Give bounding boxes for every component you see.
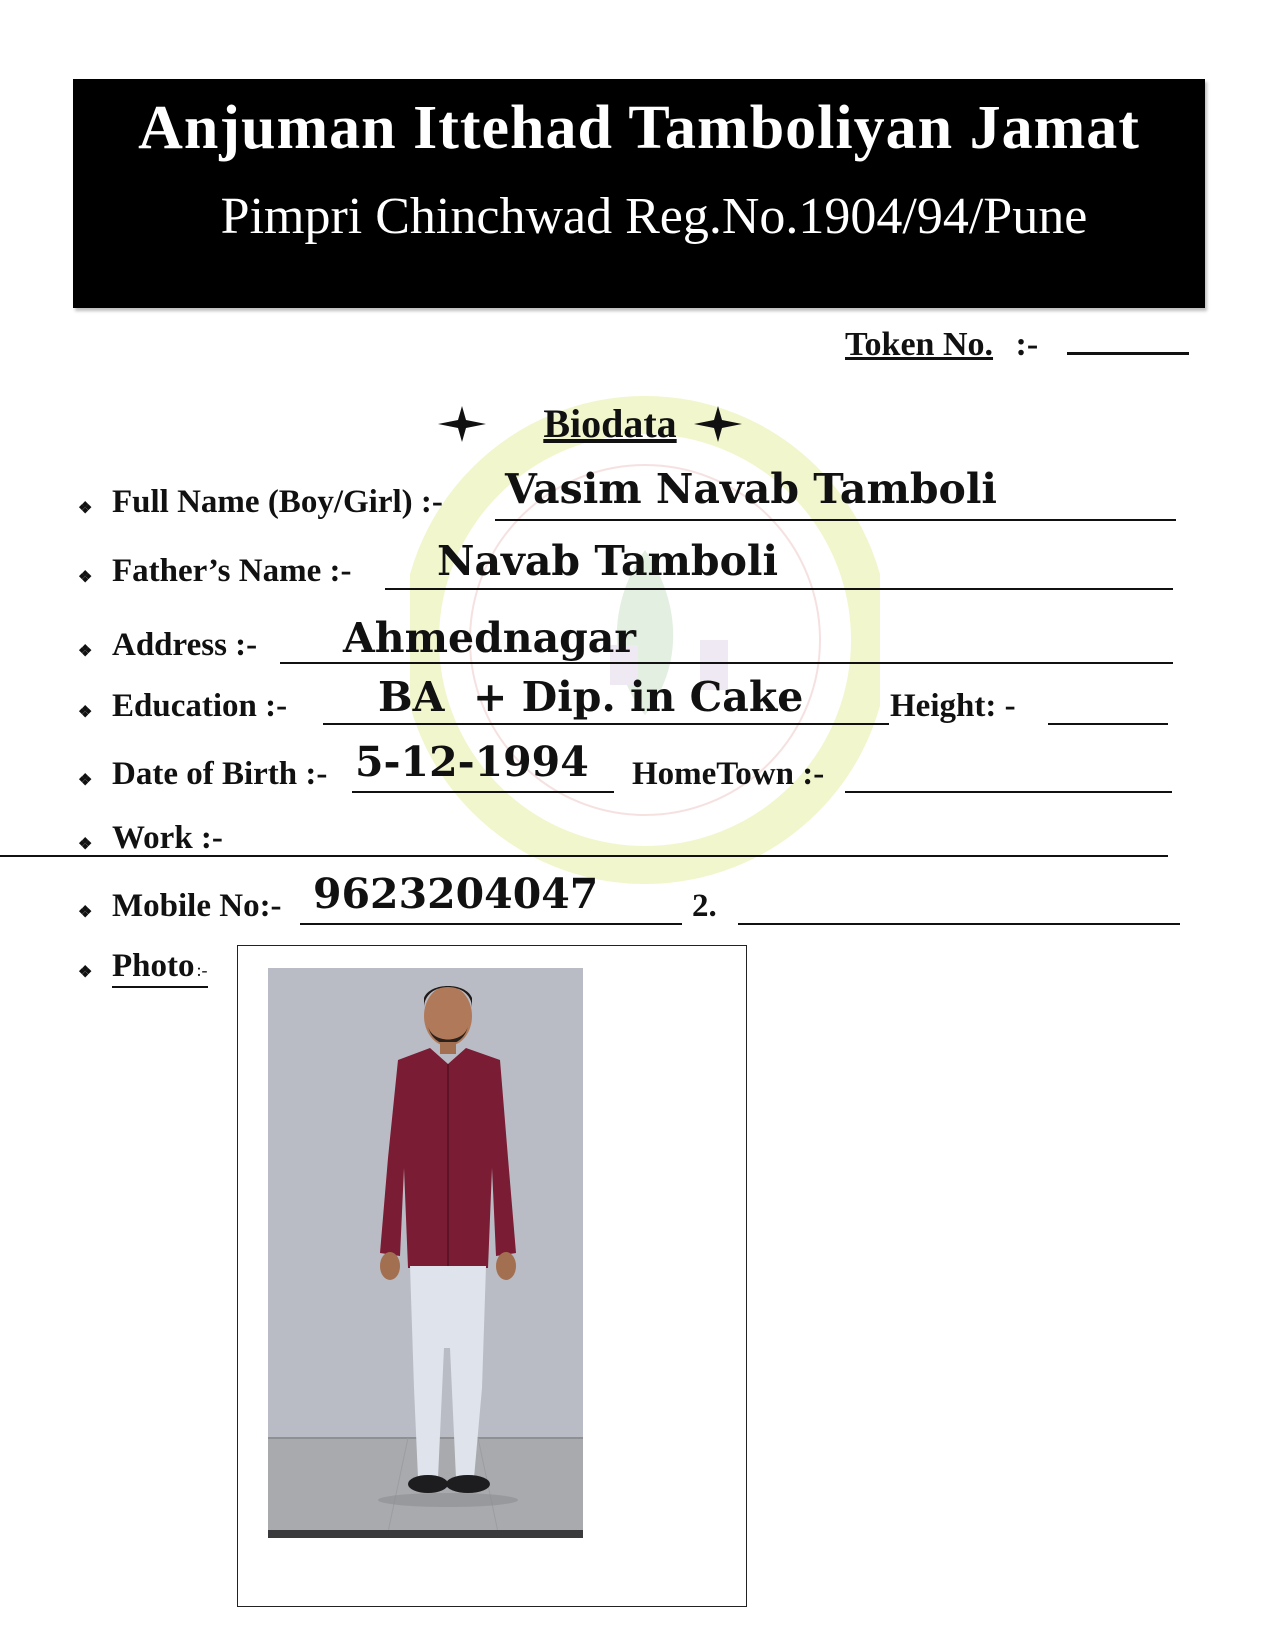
token-separator: :- bbox=[1015, 326, 1039, 363]
education-value: BA + Dip. in Cake bbox=[378, 673, 804, 721]
bullet-icon: ❖ bbox=[78, 704, 93, 721]
token-field bbox=[845, 326, 1189, 364]
photo-label-text: Photo bbox=[112, 948, 195, 984]
mobile2-label: 2. bbox=[692, 888, 717, 924]
header-banner bbox=[73, 79, 1205, 308]
education-line bbox=[323, 723, 889, 725]
dob-line bbox=[352, 791, 614, 793]
star-right-icon bbox=[692, 404, 744, 444]
hometown-label: HomeTown :- bbox=[632, 756, 825, 792]
father-name-label: Father’s Name :- bbox=[112, 553, 352, 589]
height-line bbox=[1048, 723, 1168, 725]
address-line bbox=[280, 662, 1173, 664]
applicant-photo bbox=[268, 968, 583, 1538]
registration-number: Pimpri Chinchwad Reg.No.1904/94/Pune bbox=[220, 188, 1088, 245]
address-label: Address :- bbox=[112, 627, 258, 663]
full-name-label: Full Name (Boy/Girl) :- bbox=[112, 484, 443, 520]
mobile-value: 9623204047 bbox=[313, 870, 599, 918]
photo-label-suffix: :- bbox=[196, 960, 208, 980]
bullet-icon: ❖ bbox=[78, 904, 93, 921]
dob-label: Date of Birth :- bbox=[112, 756, 328, 792]
bullet-icon: ❖ bbox=[78, 772, 93, 789]
photo-label bbox=[112, 948, 208, 988]
token-blank-line bbox=[1067, 330, 1189, 355]
father-name-line bbox=[385, 588, 1173, 590]
bullet-icon: ❖ bbox=[78, 569, 93, 586]
education-label: Education :- bbox=[112, 688, 288, 724]
mobile-line bbox=[300, 923, 682, 925]
mobile2-line bbox=[738, 923, 1180, 925]
hometown-line bbox=[845, 791, 1172, 793]
biodata-title bbox=[440, 398, 780, 452]
dob-value: 5-12-1994 bbox=[355, 738, 589, 786]
full-name-line bbox=[495, 519, 1176, 521]
token-label: Token No. bbox=[845, 326, 994, 363]
height-label: Height: - bbox=[890, 688, 1016, 724]
bullet-icon: ❖ bbox=[78, 836, 93, 853]
work-line-full bbox=[248, 855, 1168, 857]
mobile-label: Mobile No:- bbox=[112, 888, 282, 924]
work-label: Work :- bbox=[112, 820, 223, 856]
bullet-icon: ❖ bbox=[78, 500, 93, 517]
title-text: Biodata bbox=[543, 401, 677, 446]
bullet-icon: ❖ bbox=[78, 964, 93, 981]
bullet-icon: ❖ bbox=[78, 643, 93, 660]
organization-name: Anjuman Ittehad Tamboliyan Jamat bbox=[138, 94, 1140, 162]
full-name-value: Vasim Navab Tamboli bbox=[505, 465, 997, 513]
address-value: Ahmednagar bbox=[343, 614, 636, 662]
father-name-value: Navab Tamboli bbox=[437, 537, 779, 585]
